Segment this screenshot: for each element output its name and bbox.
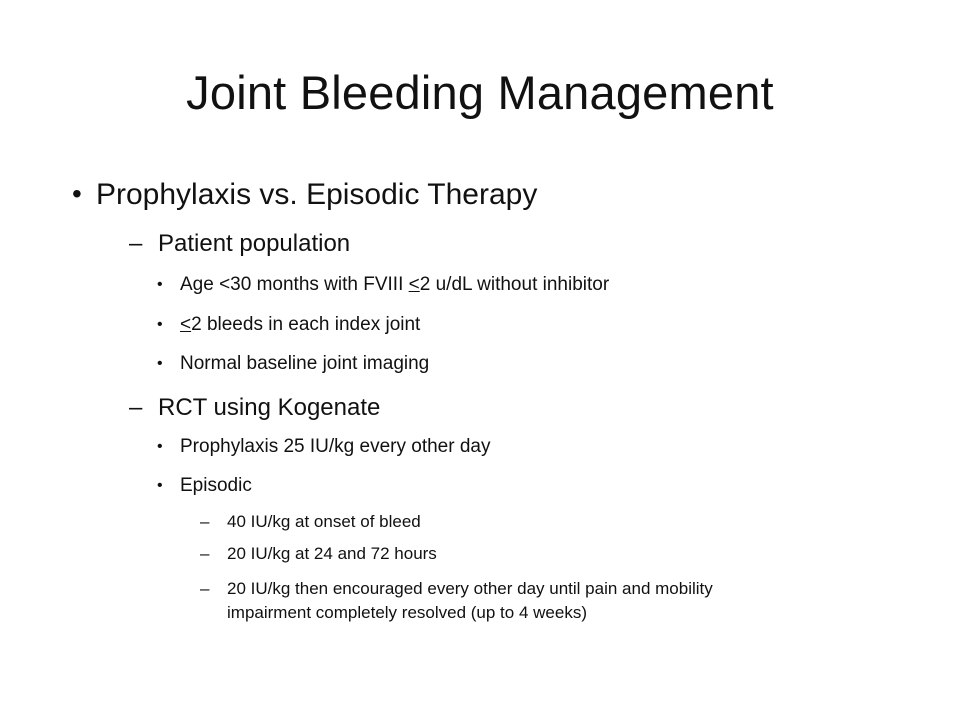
less-equal-symbol: < bbox=[408, 274, 420, 295]
list-item: Prophylaxis 25 IU/kg every other day bbox=[180, 436, 491, 457]
list-item: Episodic bbox=[180, 475, 252, 496]
sub-list-item: 40 IU/kg at onset of bleed bbox=[227, 512, 421, 531]
list-item-text: Normal baseline joint imaging bbox=[180, 353, 430, 374]
bullet-icon: • bbox=[157, 355, 163, 372]
bullet-icon: • bbox=[157, 477, 163, 494]
list-item bbox=[180, 272, 609, 298]
dash-icon: – bbox=[200, 579, 210, 598]
list-item-text: 2 bleeds in each index joint bbox=[191, 314, 421, 335]
dash-icon: – bbox=[129, 394, 143, 421]
bullet-icon: • bbox=[157, 276, 163, 293]
section-heading-rct: RCT using Kogenate bbox=[158, 394, 381, 421]
slide-title: Joint Bleeding Management bbox=[186, 66, 774, 119]
sub-list-item-continuation: impairment completely resolved (up to 4 weeks) bbox=[227, 603, 587, 622]
dash-icon: – bbox=[200, 544, 210, 563]
list-item-text: 2 u/dL without inhibitor bbox=[419, 274, 610, 295]
dash-icon: – bbox=[129, 230, 143, 257]
main-bullet-text: Prophylaxis vs. Episodic Therapy bbox=[96, 178, 538, 211]
less-equal-symbol: < bbox=[180, 314, 192, 335]
bullet-icon: • bbox=[157, 316, 163, 333]
dash-icon: – bbox=[200, 512, 210, 531]
list-item bbox=[180, 312, 420, 338]
bullet-icon: • bbox=[72, 178, 82, 209]
bullet-icon: • bbox=[157, 438, 163, 455]
section-heading-patient-population: Patient population bbox=[158, 230, 351, 257]
sub-list-item: 20 IU/kg at 24 and 72 hours bbox=[227, 544, 437, 563]
sub-list-item: 20 IU/kg then encouraged every other day until pain and mobility bbox=[227, 579, 713, 598]
list-item bbox=[180, 351, 429, 377]
list-item-text: Age <30 months with FVIII bbox=[180, 274, 409, 295]
